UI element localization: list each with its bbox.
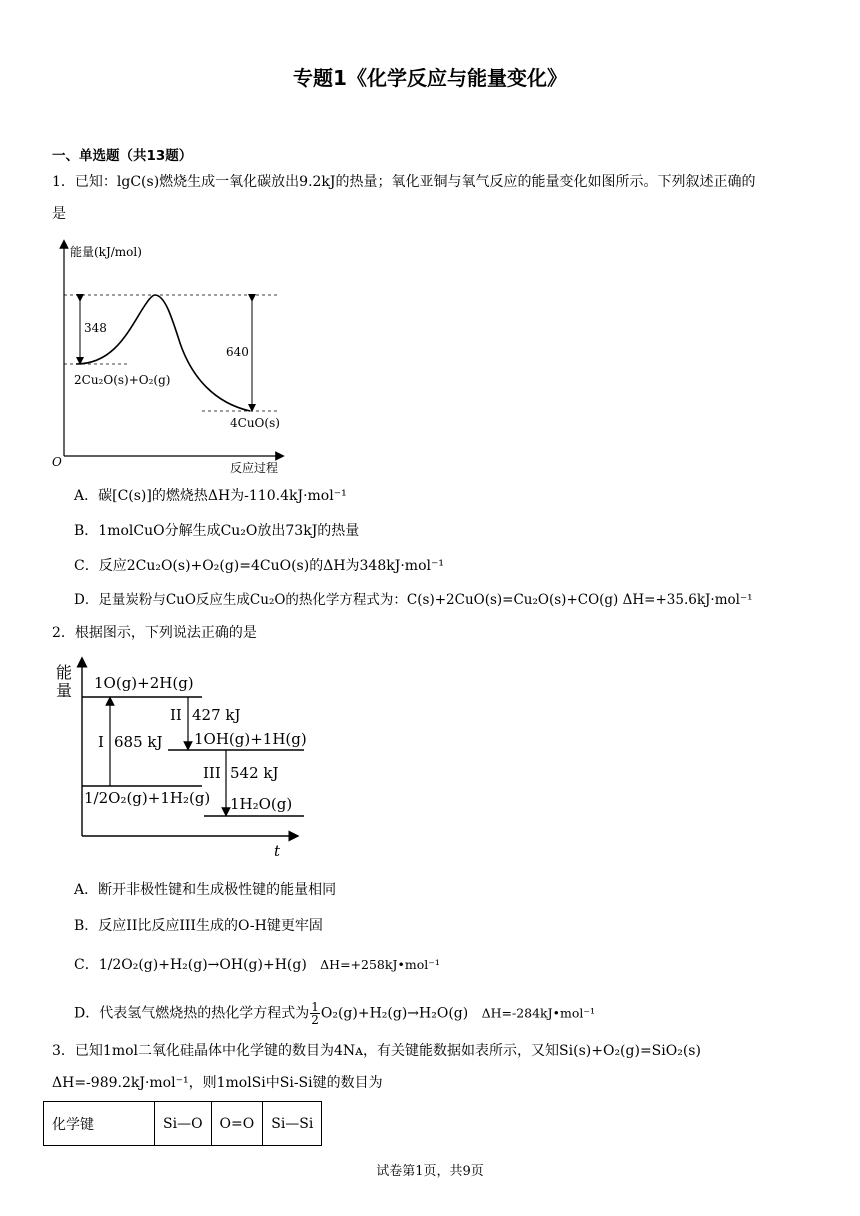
q1-products-label: 4CuO(s) — [230, 416, 280, 430]
q2-option-d-equation: O₂(g)+H₂(g)→H₂O(g) — [320, 1005, 469, 1022]
q1-option-c[interactable]: C．反应2Cu₂O(s)+O₂(g)=4CuO(s)的ΔH为348kJ·mol⁻¹ — [74, 558, 444, 574]
q1-option-a[interactable]: A．碳[C(s)]的燃烧热ΔH为-110.4kJ·mol⁻¹ — [74, 488, 347, 504]
bond-energy-table — [43, 1101, 322, 1146]
q2-option-d-prefix: D．代表氢气燃烧热的热化学方程式为 — [74, 1005, 310, 1022]
table-header-cell: 化学键 — [44, 1102, 155, 1146]
q2-option-a[interactable]: A．断开非极性键和生成极性键的能量相同 — [74, 882, 337, 898]
q2-y-axis-label-bottom: 量 — [56, 681, 73, 700]
q2-step3-energy: 542 kJ — [230, 764, 279, 782]
q2-step1-energy: 685 kJ — [114, 733, 163, 751]
q2-y-axis-label-top: 能 — [56, 663, 73, 682]
q1-option-b[interactable]: B．1molCuO分解生成Cu₂O放出73kJ的热量 — [74, 523, 360, 539]
q3-stem-line1: 3．已知1mol二氧化硅晶体中化学键的数目为4Nᴀ，有关键能数据如表所示，又知Si(s)+O₂(g)=SiO₂(s) — [52, 1043, 701, 1059]
q1-stem-line1: 1．已知：lgC(s)燃烧生成一氧化碳放出9.2kJ的热量；氧化亚铜与氧气反应的能量变化如图所示。下列叙述正确的 — [52, 174, 756, 190]
q2-option-c-prefix: C． — [74, 957, 99, 973]
q2-option-d-frac-den: 2 — [311, 1013, 319, 1027]
q1-reactants-label: 2Cu₂O(s)+O₂(g) — [74, 373, 171, 387]
section-heading: 一、单选题（共13题） — [52, 148, 193, 164]
q2-level-end-label: 1H₂O(g) — [230, 795, 293, 813]
q1-energy-curve — [76, 295, 250, 411]
q2-stem: 2．根据图示，下列说法正确的是 — [52, 625, 257, 641]
table-row — [44, 1102, 322, 1146]
q2-step1-label: I — [98, 733, 104, 751]
q2-x-axis-label: t — [274, 842, 281, 860]
q1-drop-label: 640 — [226, 345, 249, 359]
page-title: 专题1《化学反应与能量变化》 — [293, 66, 567, 90]
q2-step2-label: II — [170, 706, 182, 724]
q1-barrier-label: 348 — [84, 321, 107, 335]
q1-energy-diagram — [40, 238, 300, 478]
q2-option-d-fraction — [310, 1001, 320, 1026]
q2-option-d-frac-num: 1 — [311, 1000, 319, 1014]
q2-option-d[interactable] — [74, 1001, 595, 1026]
q3-stem-line2: ΔH=-989.2kJ·mol⁻¹，则1molSi中Si-Si键的数目为 — [52, 1075, 383, 1091]
q1-y-axis-label: 能量(kJ/mol) — [70, 245, 142, 259]
q1-stem-line2: 是 — [52, 206, 66, 222]
q1-option-d[interactable]: D．足量炭粉与CuO反应生成Cu₂O的热化学方程式为：C(s)+2CuO(s)=Cu₂O(s)+CO(g) ΔH=+35.6kJ·mol⁻¹ — [74, 592, 753, 608]
q2-option-c-equation: 1/2O₂(g)+H₂(g)→OH(g)+H(g) — [98, 957, 307, 973]
q2-step3-label: III — [203, 764, 221, 782]
q2-option-c[interactable] — [74, 955, 440, 975]
q2-energy-diagram — [50, 656, 310, 860]
table-cell: O=O — [211, 1102, 263, 1146]
table-cell: Si—O — [155, 1102, 212, 1146]
q2-option-b[interactable]: B．反应II比反应III生成的O-H键更牢固 — [74, 918, 323, 934]
q2-level-start-label: 1/2O₂(g)+1H₂(g) — [84, 789, 211, 807]
q2-level-mid-label: 1OH(g)+1H(g) — [194, 730, 307, 748]
table-cell: Si—Si — [263, 1102, 322, 1146]
q2-level-top-label: 1O(g)+2H(g) — [94, 674, 194, 692]
q1-x-axis-label: 反应过程 — [230, 461, 279, 475]
q2-step2-energy: 427 kJ — [192, 706, 241, 724]
q2-option-d-dh: ΔH=-284kJ•mol⁻¹ — [481, 1005, 595, 1021]
q1-origin-label: O — [52, 455, 62, 469]
page-footer: 试卷第1页，共9页 — [376, 1164, 484, 1179]
q2-option-c-dh: ΔH=+258kJ•mol⁻¹ — [320, 957, 440, 972]
